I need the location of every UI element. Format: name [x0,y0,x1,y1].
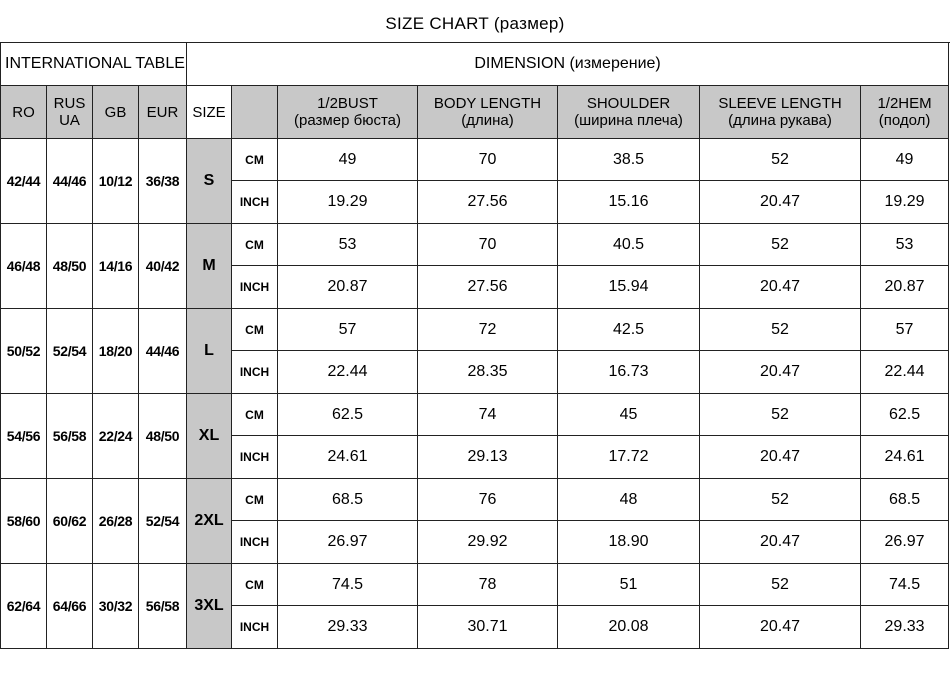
measurement-inch: 26.97 [278,521,418,564]
measurement-inch: 20.47 [700,351,861,394]
measurement-cm: 40.5 [558,224,700,266]
col-header-sleeve-length: SLEEVE LENGTH (длина рукава) [700,86,861,139]
measurement-inch: 24.61 [278,436,418,479]
size-label: S [187,139,232,224]
measurement-inch: 24.61 [861,436,949,479]
measurement-inch: 20.47 [700,266,861,309]
measurement-cm: 74.5 [861,564,949,606]
measurement-cm: 45 [558,394,700,436]
intl-size-eur: 52/54 [139,479,187,564]
unit-inch-label: INCH [232,266,278,309]
measurement-inch: 27.56 [418,266,558,309]
col-header-shoulder: SHOULDER (ширина плеча) [558,86,700,139]
table-row [1,309,949,351]
intl-size-rus: 48/50 [47,224,93,309]
intl-size-eur: 56/58 [139,564,187,649]
measurement-cm: 38.5 [558,139,700,181]
measurement-cm: 62.5 [278,394,418,436]
size-chart-table [0,42,949,649]
measurement-inch: 16.73 [558,351,700,394]
unit-inch-label: INCH [232,181,278,224]
measurement-cm: 49 [861,139,949,181]
measurement-inch: 15.94 [558,266,700,309]
col-header-gb: GB [93,86,139,139]
intl-size-gb: 30/32 [93,564,139,649]
col-header-size: SIZE [187,86,232,139]
unit-cm-label: CM [232,139,278,181]
col-header-ro: RO [1,86,47,139]
measurement-inch: 29.13 [418,436,558,479]
column-header-row [1,86,949,139]
table-row [1,564,949,606]
unit-inch-label: INCH [232,436,278,479]
intl-size-ro: 54/56 [1,394,47,479]
measurement-inch: 29.33 [861,606,949,649]
intl-size-ro: 46/48 [1,224,47,309]
measurement-inch: 19.29 [278,181,418,224]
measurement-inch: 29.92 [418,521,558,564]
col-header-eur: EUR [139,86,187,139]
intl-size-eur: 48/50 [139,394,187,479]
section-header-row [1,43,949,86]
measurement-cm: 51 [558,564,700,606]
col-header-hem: 1/2HEM (подол) [861,86,949,139]
measurement-cm: 62.5 [861,394,949,436]
measurement-inch: 17.72 [558,436,700,479]
measurement-inch: 20.47 [700,181,861,224]
measurement-cm: 52 [700,394,861,436]
measurement-cm: 52 [700,479,861,521]
measurement-cm: 70 [418,139,558,181]
measurement-cm: 57 [861,309,949,351]
intl-size-ro: 58/60 [1,479,47,564]
measurement-cm: 49 [278,139,418,181]
size-label: L [187,309,232,394]
international-table-label: INTERNATIONAL TABLE [1,43,187,86]
size-label: XL [187,394,232,479]
measurement-cm: 68.5 [278,479,418,521]
col-header-bust: 1/2BUST (размер бюста) [278,86,418,139]
table-row [1,394,949,436]
unit-cm-label: CM [232,309,278,351]
intl-size-ro: 42/44 [1,139,47,224]
measurement-inch: 22.44 [861,351,949,394]
size-label: 3XL [187,564,232,649]
measurement-inch: 20.87 [278,266,418,309]
measurement-inch: 20.47 [700,436,861,479]
intl-size-eur: 44/46 [139,309,187,394]
measurement-inch: 27.56 [418,181,558,224]
intl-size-ro: 50/52 [1,309,47,394]
measurement-inch: 29.33 [278,606,418,649]
measurement-inch: 18.90 [558,521,700,564]
measurement-cm: 57 [278,309,418,351]
chart-title: SIZE CHART (размер) [0,6,950,43]
measurement-cm: 42.5 [558,309,700,351]
measurement-cm: 78 [418,564,558,606]
measurement-inch: 28.35 [418,351,558,394]
measurement-inch: 20.47 [700,521,861,564]
unit-inch-label: INCH [232,606,278,649]
measurement-cm: 48 [558,479,700,521]
measurement-inch: 20.47 [700,606,861,649]
measurement-cm: 53 [861,224,949,266]
measurement-cm: 52 [700,224,861,266]
unit-cm-label: CM [232,394,278,436]
measurement-inch: 22.44 [278,351,418,394]
measurement-inch: 15.16 [558,181,700,224]
size-label: 2XL [187,479,232,564]
unit-cm-label: CM [232,564,278,606]
table-row [1,139,949,181]
measurement-inch: 20.08 [558,606,700,649]
intl-size-rus: 44/46 [47,139,93,224]
col-header-unit [232,86,278,139]
intl-size-gb: 26/28 [93,479,139,564]
col-header-rus: RUS UA [47,86,93,139]
measurement-cm: 74 [418,394,558,436]
unit-cm-label: CM [232,479,278,521]
measurement-cm: 52 [700,309,861,351]
measurement-inch: 30.71 [418,606,558,649]
measurement-cm: 52 [700,564,861,606]
intl-size-eur: 36/38 [139,139,187,224]
measurement-cm: 53 [278,224,418,266]
intl-size-gb: 18/20 [93,309,139,394]
measurement-cm: 68.5 [861,479,949,521]
measurement-cm: 70 [418,224,558,266]
unit-inch-label: INCH [232,521,278,564]
measurement-cm: 76 [418,479,558,521]
intl-size-rus: 64/66 [47,564,93,649]
intl-size-ro: 62/64 [1,564,47,649]
measurement-inch: 19.29 [861,181,949,224]
measurement-cm: 74.5 [278,564,418,606]
measurement-cm: 52 [700,139,861,181]
size-label: M [187,224,232,309]
intl-size-rus: 52/54 [47,309,93,394]
unit-inch-label: INCH [232,351,278,394]
unit-cm-label: CM [232,224,278,266]
table-row [1,224,949,266]
measurement-cm: 72 [418,309,558,351]
col-header-body-length: BODY LENGTH (длина) [418,86,558,139]
measurement-inch: 20.87 [861,266,949,309]
intl-size-gb: 14/16 [93,224,139,309]
dimension-label: DIMENSION (измерение) [187,43,949,86]
measurement-inch: 26.97 [861,521,949,564]
intl-size-rus: 60/62 [47,479,93,564]
intl-size-gb: 10/12 [93,139,139,224]
intl-size-rus: 56/58 [47,394,93,479]
table-row [1,479,949,521]
intl-size-gb: 22/24 [93,394,139,479]
intl-size-eur: 40/42 [139,224,187,309]
